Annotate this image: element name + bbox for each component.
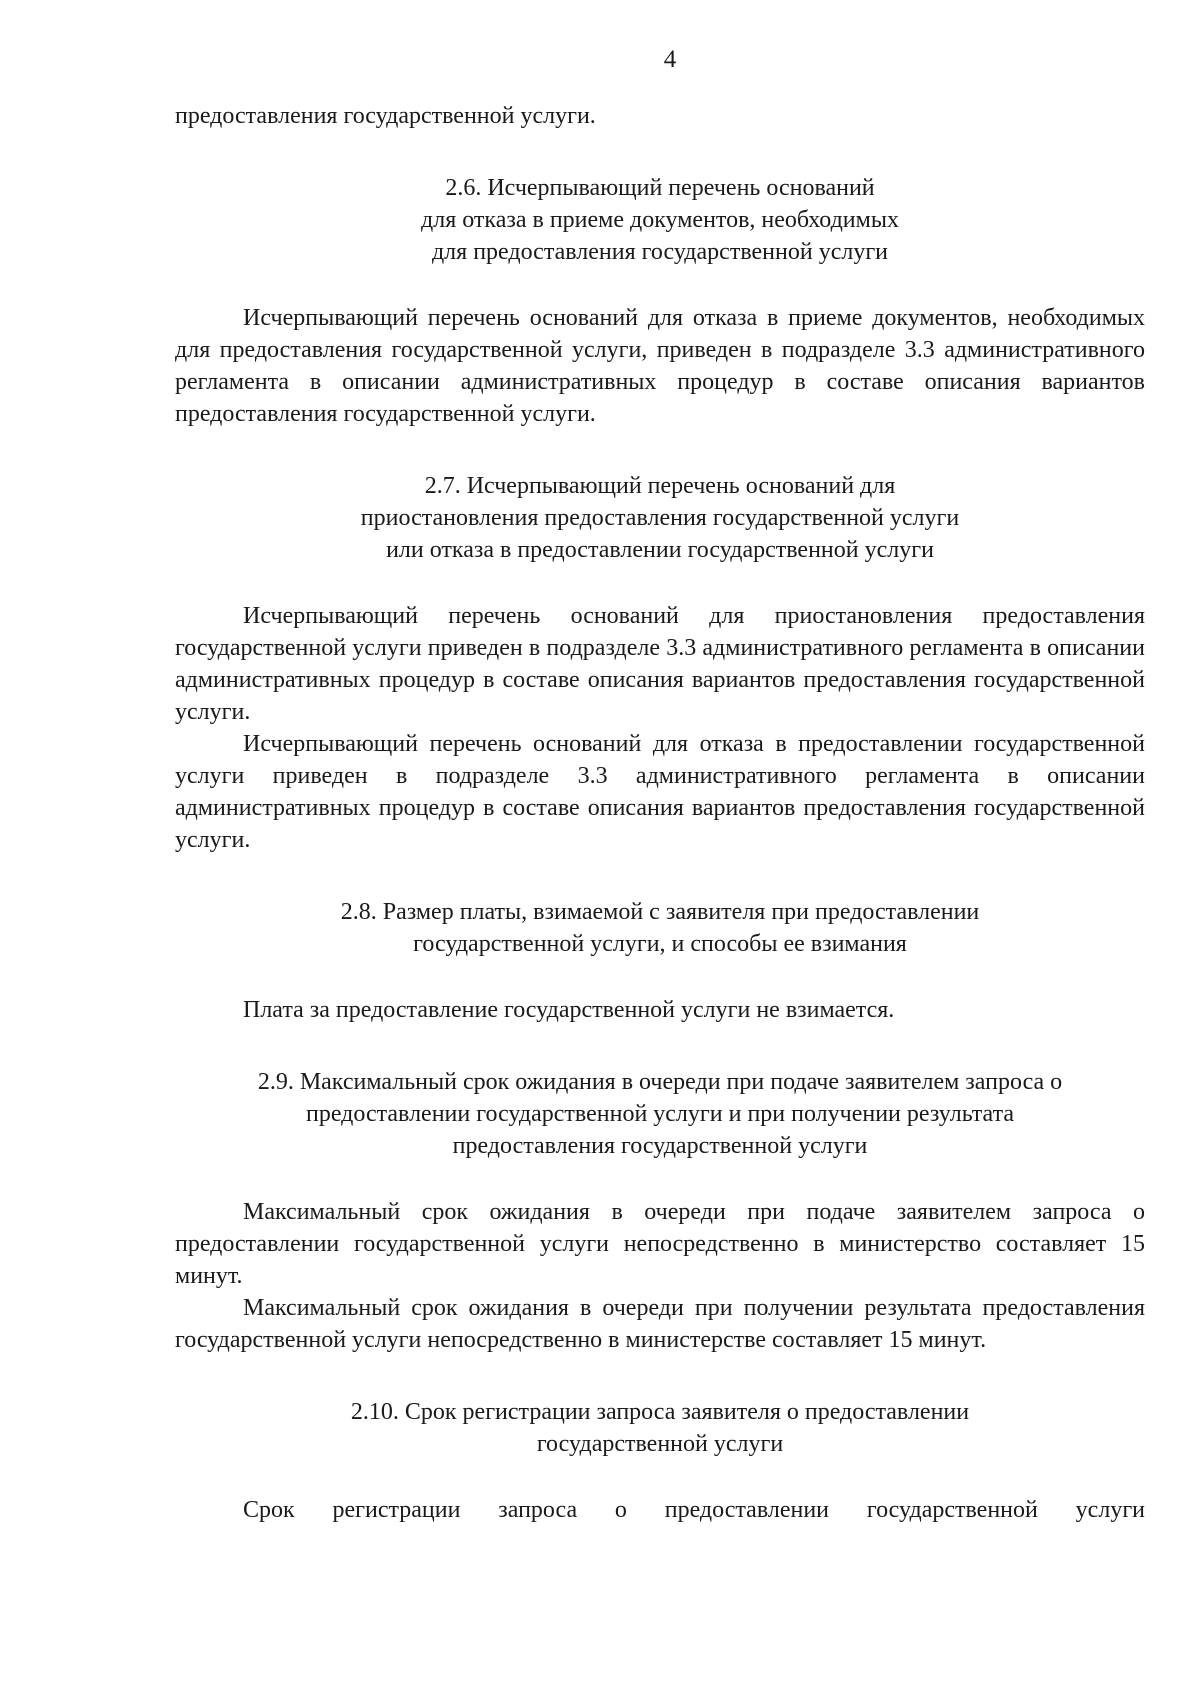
heading-line: государственной услуги: [536, 1431, 784, 1457]
heading-line: предоставлении государственной услуги и при получении результата: [305, 1101, 1015, 1127]
heading-line: 2.10. Срок регистрации запроса заявителя о предоставлении: [350, 1399, 970, 1425]
section-heading: [175, 1396, 1145, 1460]
section-heading: [175, 1066, 1145, 1162]
section-2-6: [175, 172, 1145, 430]
section-2-10: [175, 1396, 1145, 1526]
heading-line: государственной услуги, и способы ее взимания: [413, 931, 907, 957]
heading-line: предоставления государственной услуги: [452, 1133, 868, 1159]
paragraph: Исчерпывающий перечень оснований для приостановления предоставления государственной услуги приведен в подразделе 3.3 административного регламента в описании административных процедур в составе описания вариантов предоставления государственной услуги.: [175, 603, 1145, 725]
heading-line: 2.7. Исчерпывающий перечень оснований для: [424, 473, 896, 499]
paragraph: Плата за предоставление государственной услуги не взимается.: [243, 997, 895, 1023]
paragraph: Исчерпывающий перечень оснований для отказа в приеме документов, необходимых для предоставления государственной услуги, приведен в подразделе 3.3 административного регламента в описании административных процедур в составе описания вариантов предоставления государственной услуги.: [175, 305, 1145, 427]
paragraph: Исчерпывающий перечень оснований для отказа в предоставлении государственной услуги приведен в подразделе 3.3 административного регламента в описании административных процедур в составе описания вариантов предоставления государственной услуги.: [175, 731, 1145, 853]
heading-line: 2.8. Размер платы, взимаемой с заявителя при предоставлении: [340, 899, 980, 925]
section-heading: [175, 896, 1145, 960]
heading-line: 2.6. Исчерпывающий перечень оснований: [445, 175, 875, 201]
heading-line: приостановления предоставления государственной услуги: [360, 505, 960, 531]
section-2-9: [175, 1066, 1145, 1356]
section-heading: [175, 172, 1145, 268]
section-2-7: [175, 470, 1145, 856]
section-2-8: [175, 896, 1145, 1026]
heading-line: 2.9. Максимальный срок ожидания в очереди при подаче заявителем запроса о: [257, 1069, 1063, 1095]
heading-line: для предоставления государственной услуги: [431, 239, 889, 265]
section-heading: [175, 470, 1145, 566]
heading-line: для отказа в приеме документов, необходимых: [421, 207, 899, 233]
lead-line: предоставления государственной услуги.: [175, 103, 596, 129]
heading-line: или отказа в предоставлении государственной услуги: [386, 537, 934, 563]
paragraph: Срок регистрации запроса о предоставлении государственной услуги: [243, 1497, 1145, 1523]
paragraph: Максимальный срок ожидания в очереди при получении результата предоставления государственной услуги непосредственно в министерстве составляет 15 минут.: [175, 1295, 1145, 1353]
document-body: [175, 100, 1145, 1526]
paragraph: Максимальный срок ожидания в очереди при подаче заявителем запроса о предоставлении государственной услуги непосредственно в министерство составляет 15 минут.: [175, 1199, 1145, 1289]
page-number: 4: [663, 46, 677, 73]
